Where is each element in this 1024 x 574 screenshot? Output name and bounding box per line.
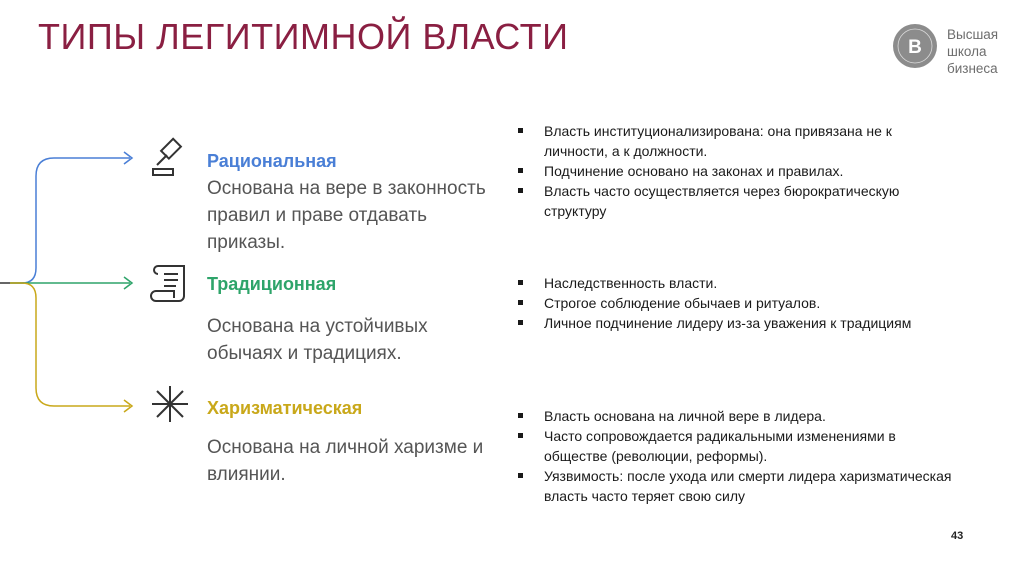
type-description-charismatic: Основана на личной харизме и влиянии. — [207, 437, 484, 485]
list-item: Власть часто осуществляется через бюрократическую структуру — [514, 181, 914, 221]
type-name-rational: Рациональная — [207, 151, 337, 171]
list-item: Уязвимость: после ухода или смерти лидера харизматическая власть часто теряет свою силу — [514, 466, 959, 506]
list-item: Личное подчинение лидеру из-за уважения к традициям — [514, 313, 924, 333]
type-name-charismatic: Харизматическая — [207, 398, 363, 418]
arrow-rational — [124, 152, 132, 164]
list-item: Власть основана на личной вере в лидера. — [514, 406, 959, 426]
scroll-icon — [150, 262, 192, 311]
page-number: 43 — [951, 530, 964, 542]
logo-line: Высшая — [947, 27, 999, 42]
arrow-charismatic — [124, 400, 132, 412]
list-item: Строгое соблюдение обычаев и ритуалов. — [514, 293, 924, 313]
list-item: Наследственность власти. — [514, 273, 924, 293]
branch-charismatic — [10, 283, 130, 406]
list-item: Подчинение основано на законах и правилах. — [514, 161, 914, 181]
type-description-traditional: Основана на устойчивых обычаях и традициях. — [207, 316, 428, 364]
logo-line: школа — [947, 44, 987, 59]
bullet-list-traditional — [514, 273, 924, 333]
page-title: ТИПЫ ЛЕГИТИМНОЙ ВЛАСТИ — [38, 16, 569, 57]
hse-business-school-logo — [893, 24, 1013, 80]
branch-rational — [10, 158, 130, 283]
logo-emblem — [893, 24, 937, 68]
type-description-rational: Основана на вере в законность правил и праве отдавать приказы. — [207, 178, 486, 253]
logo-text — [947, 26, 998, 77]
list-item: Часто сопровождается радикальными изменениями в обществе (революции, реформы). — [514, 426, 959, 466]
bullet-list-charismatic — [514, 406, 959, 506]
list-item: Власть институционализирована: она привязана не к личности, а к должности. — [514, 121, 914, 161]
type-name-traditional: Традиционная — [207, 274, 337, 294]
bullet-list-rational — [514, 121, 914, 221]
spark-icon — [150, 384, 190, 429]
svg-text:B: B — [908, 37, 922, 58]
logo-line: бизнеса — [947, 61, 998, 76]
gavel-icon — [149, 137, 193, 186]
arrow-traditional — [124, 277, 132, 289]
